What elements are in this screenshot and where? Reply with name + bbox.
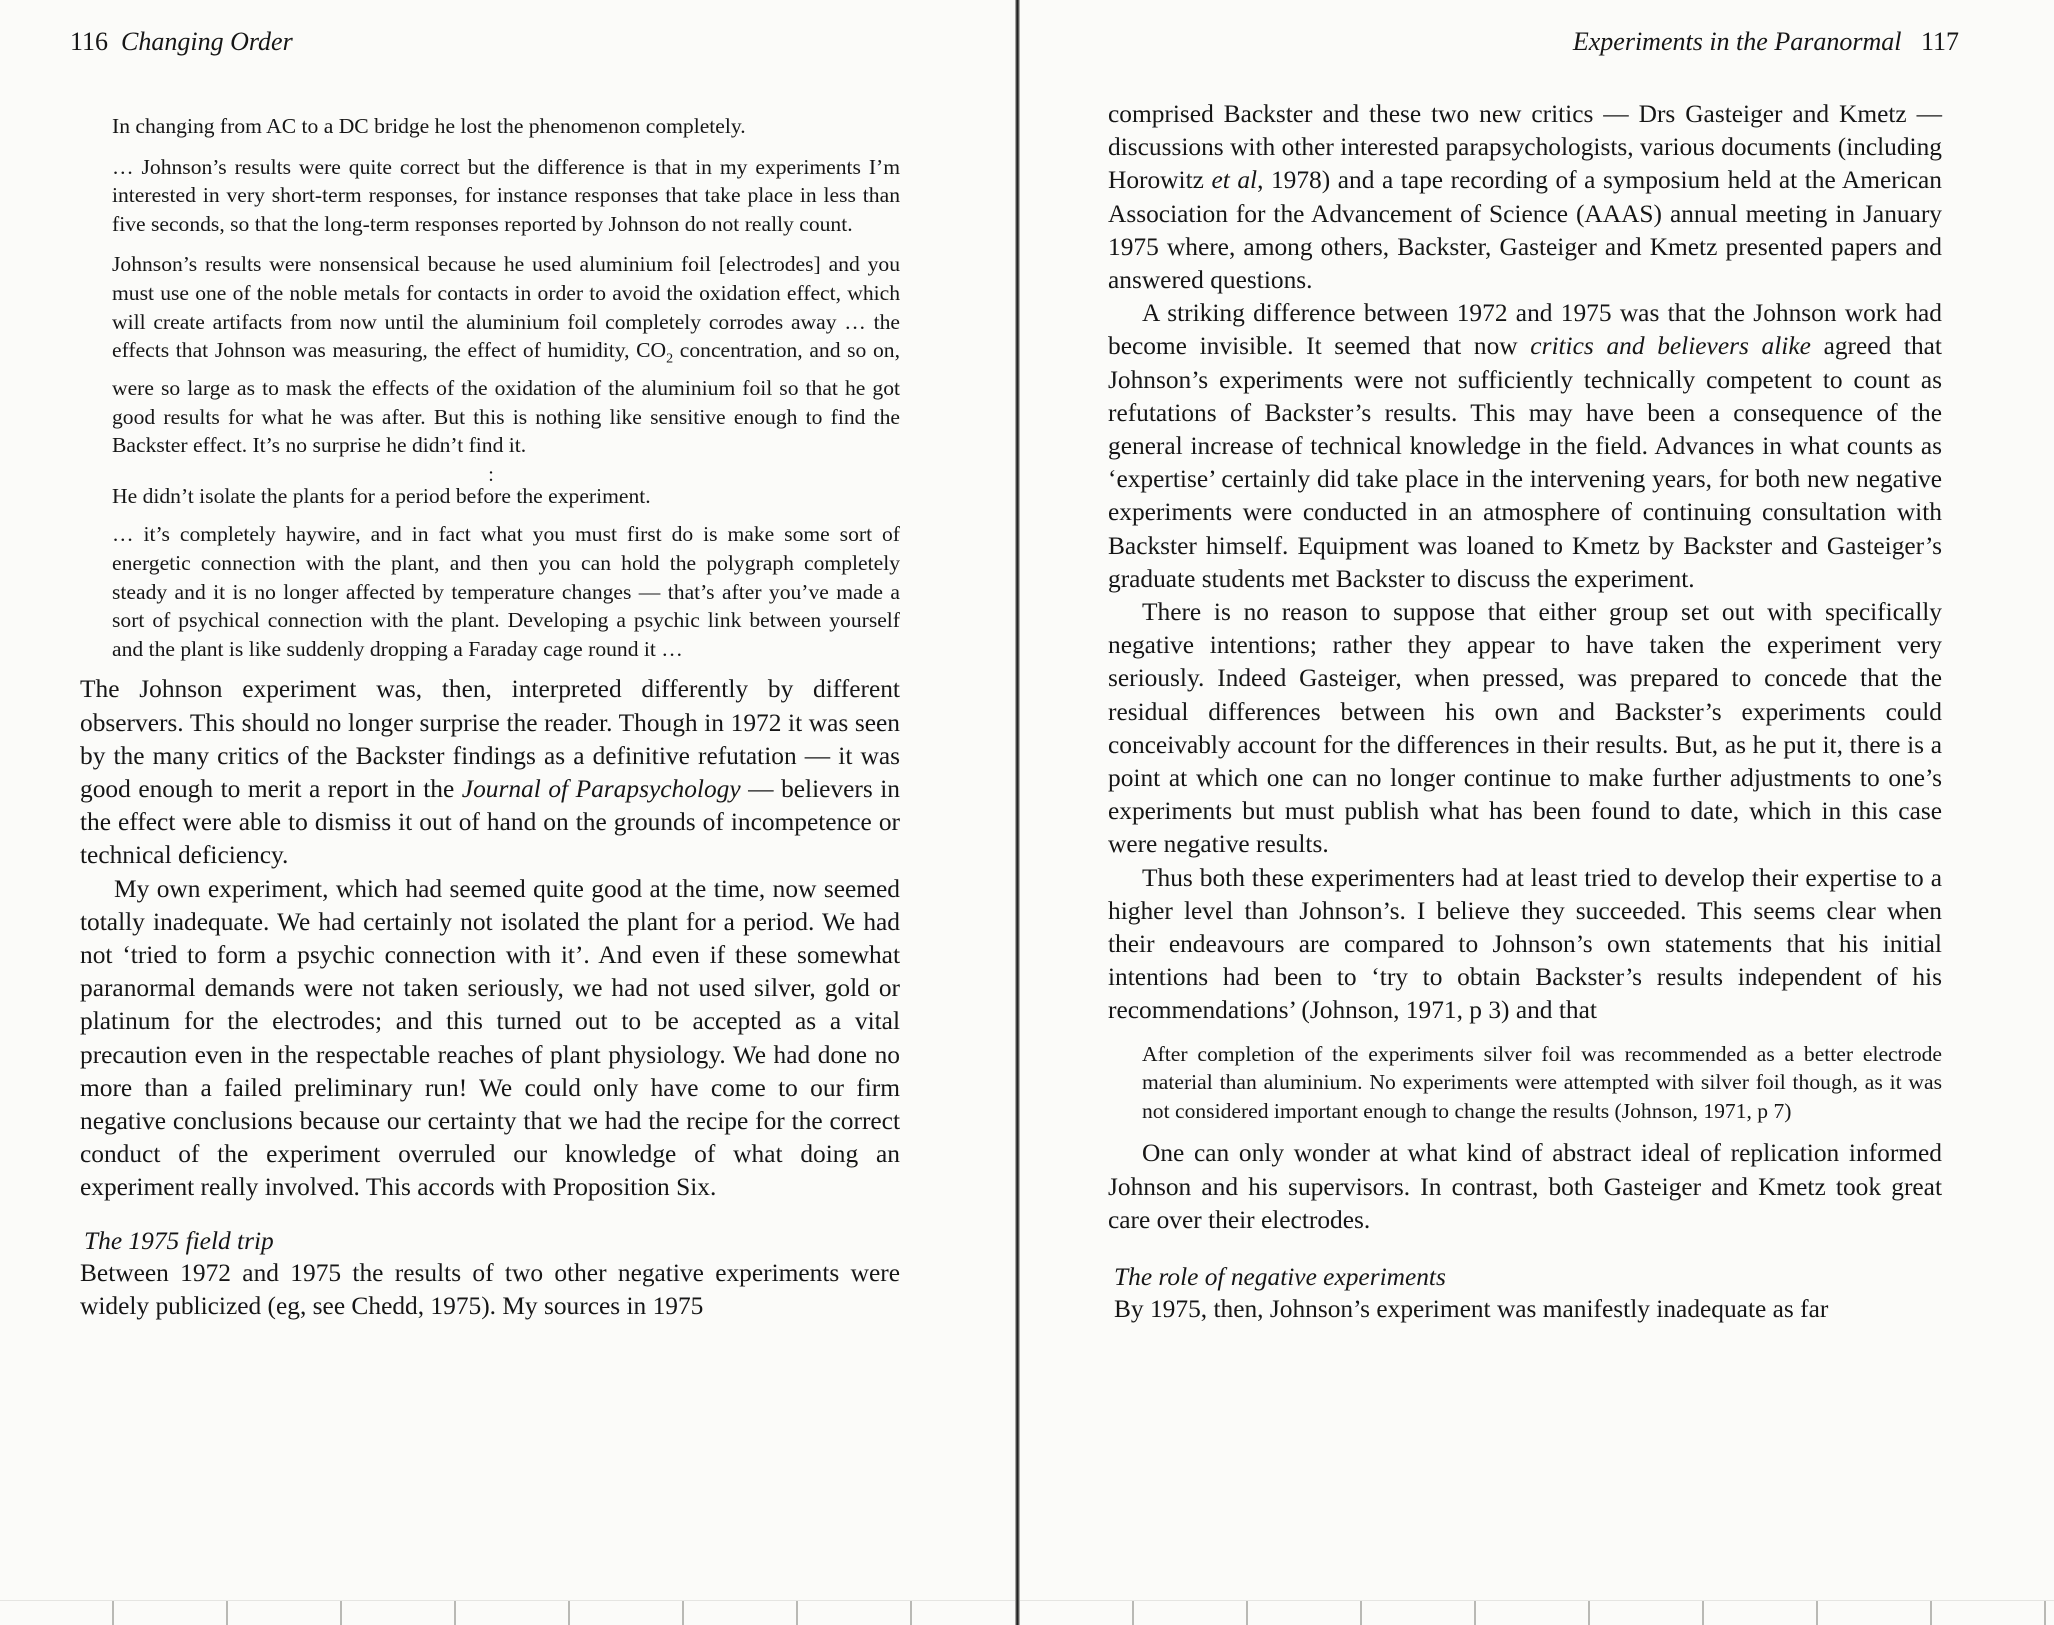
quote-silver-foil: After completion of the experiments silver foil was recommended as a better electrode material than aluminium. No experiments were attempted with silver foil though, as it was not considered important enough to change the results (Johnson, 1971, p 7) xyxy=(1142,1041,1942,1123)
para-striking-difference-end: agreed that Johnson’s experiments were not sufficiently technically competent to count as refutations of Backster’s results. This may have been a consequence of the general increase of technical knowledge in the field. Advances in what counts as ‘expertise’ certainly did take place in the intervening years, for both new negative experiments were conducted in an atmosphere of continuing consultation with Backster himself. Equipment was loaned to Kmetz by Backster and Gasteiger’s graduate students met Backster to discuss the experiment. xyxy=(1108,332,1942,593)
left-running-title: Changing Order xyxy=(121,27,293,56)
para-comprised-end: , 1978) and a tape recording of a symposium held at the American Association for the Advancement of Science (AAAS) annual meeting in January 1975 where, among others, Backster, Gasteiger and Kmetz presented papers and answered questions. xyxy=(1108,166,1942,295)
left-page xyxy=(0,0,1016,1625)
et-al: et al xyxy=(1211,166,1258,195)
para-1972-1975: Between 1972 and 1975 the results of two other negative experiments were widely publicized (eg, see Chedd, 1975). My sources in 1975 xyxy=(80,1258,900,1320)
para-own-experiment: My own experiment, which had seemed quite good at the time, now seemed totally inadequate. We had certainly not isolated the plant for a period. We had not ‘tried to form a psychic connection with it’. And even if these somewhat paranormal demands were not taken seriously, we had not used silver, gold or platinum for the electrodes; and this turned out to be accepted as a vital precaution even in the respectable reaches of plant physiology. We had done no more than a failed preliminary run! We could only have come to our firm negative conclusions because our certainty that we had the recipe for the correct conduct of the experiment overruled our knowledge of what doing an experiment really involved. This accords with Proposition Six. xyxy=(80,874,900,1202)
left-text-block xyxy=(82,112,900,1323)
quote-aluminium-part-1: Johnson’s results were nonsensical because he used aluminium foil [electrodes] and you must use one of the noble metals for contacts in order to avoid the oxidation effect, which will create artifacts from now until the aluminium foil completely corrodes away … the effects that Johnson was measuring, the effect of humidity, CO xyxy=(112,252,900,363)
para-comprised-start: comprised Backster and these two new critics — Drs Gasteiger and Kmetz — discussions with other interested parapsychologists, various documents (including Horowitz xyxy=(1108,100,1942,195)
section-heading-negative-experiments: The role of negative experiments xyxy=(1114,1263,1446,1292)
quote-haywire: … it’s completely haywire, and in fact what you must first do is make some sort of energetic connection with the plant, and then you can hold the polygraph completely steady and it is no longer affected by temperature changes — that’s after you’ve made a sort of psychical connection with the plant. Developing a psychic link between yourself and the plant is like suddenly dropping a Faraday cage round it … xyxy=(112,522,900,661)
para-striking-difference-start: A striking difference between 1972 and 1975 was that the Johnson work had become invisible. It seemed that now xyxy=(1108,299,1942,361)
quote-aluminium-part-2: concentration, and so on, were so large as to mask the effects of the oxidation of the aluminium foil so that he got good results for what he was after. But this is nothing like sensitive enough to find the Backster effect. It’s no surprise he didn’t find it. xyxy=(112,338,900,458)
co2-subscript: 2 xyxy=(666,351,674,367)
right-page-bottom-edge xyxy=(1020,1600,2054,1625)
para-one-can-only: One can only wonder at what kind of abstract ideal of replication informed Johnson and his supervisors. In contrast, both Gasteiger and Kmetz took great care over their electrodes. xyxy=(1108,1139,1942,1234)
left-page-number: 116 xyxy=(70,27,109,56)
quote-ac-dc: In changing from AC to a DC bridge he lost the phenomenon completely. xyxy=(112,114,746,138)
para-johnson-interpreted xyxy=(80,673,900,872)
separator: : xyxy=(488,463,494,486)
para-thus-both: Thus both these experimenters had at least tried to develop their expertise to a higher level than Johnson’s. I believe they succeeded. This seems clear when their endeavours are compared to Johnson’s own statements that his initial intentions had been to ‘try to obtain Backster’s results independent of his recommendations’ (Johnson, 1971, p 3) and that xyxy=(1108,863,1942,1025)
para-striking-difference xyxy=(1108,297,1942,596)
para-comprised xyxy=(1108,98,1942,297)
quote-isolate: He didn’t isolate the plants for a period before the experiment. xyxy=(112,483,651,508)
para-johnson-interpreted-start: The Johnson experiment was, then, interpreted differently by different observers. This should no longer surprise the reader. Though in 1972 it was seen by the many critics of the Backster findings as a definitive refutation — it was good enough to merit a report in the xyxy=(80,675,900,804)
right-page xyxy=(1020,0,2054,1625)
quote-short-term: … Johnson’s results were quite correct but the difference is that in my experiments I’m interested in very short-term responses, for instance responses that take place in less than five seconds, so that the long-term responses reported by Johnson do not really count. xyxy=(112,154,900,236)
right-running-title: Experiments in the Paranormal xyxy=(1572,27,1902,56)
para-by-1975: By 1975, then, Johnson’s experiment was manifestly inadequate as far xyxy=(1114,1295,1829,1324)
para-johnson-interpreted-end: — believers in the effect were able to dismiss it out of hand on the grounds of incompetence or technical deficiency. xyxy=(80,775,900,870)
right-text-block xyxy=(1108,98,1942,1326)
section-heading-1975-field-trip: The 1975 field trip xyxy=(84,1226,274,1255)
critics-believers-alike: critics and believers alike xyxy=(1530,332,1811,361)
journal-title: Journal of Parapsychology xyxy=(461,775,741,804)
right-running-head xyxy=(1573,26,1959,58)
quote-aluminium xyxy=(112,250,900,459)
para-no-reason: There is no reason to suppose that either group set out with specifically negative intentions; rather they appear to have taken the experiment very seriously. Indeed Gasteiger, when pressed, was prepared to concede that the residual differences between his own and Backster’s experiments could conceivably account for the differences in their results. But, as he put it, there is a point at which one can no longer continue to make further adjustments to one’s experiments but must publish what has been found to date, which in this case were negative results. xyxy=(1108,598,1942,859)
right-page-number: 117 xyxy=(1920,27,1959,56)
left-page-bottom-edge xyxy=(0,1600,1016,1625)
left-running-head xyxy=(70,26,293,58)
